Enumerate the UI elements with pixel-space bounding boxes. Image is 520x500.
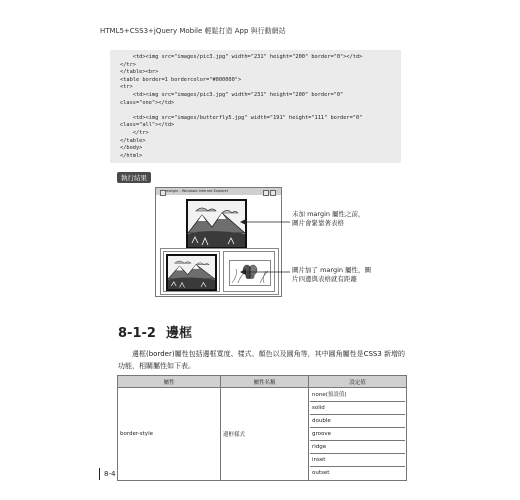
code-line: <td><img src="images/pic3.jpg" width="231" height="200" border="0" [120, 91, 344, 98]
value-item: groove [310, 427, 405, 440]
minimize-icon [263, 190, 269, 196]
annotation-line: 圖片加了 margin 屬性，圖 [292, 266, 372, 274]
cell-property: border-style [118, 388, 221, 481]
table-row [118, 388, 407, 481]
header-value: 設定值 [309, 376, 407, 388]
footer-rule [99, 468, 100, 480]
browser-titlebar [156, 188, 281, 195]
table-cell-landscape [163, 251, 220, 292]
code-line: class="all"></td> [120, 122, 175, 129]
code-line: </tr> [120, 61, 136, 68]
code-line: <tr> [120, 84, 133, 91]
code-line: </table> [120, 137, 146, 144]
section-heading [118, 322, 192, 341]
value-item: outset [310, 466, 405, 479]
code-line: </html> [120, 152, 143, 159]
cell-values [309, 388, 407, 481]
value-item: inset [310, 453, 405, 466]
code-line: class="one"></td> [120, 99, 175, 106]
result-label: 執行結果 [117, 172, 151, 183]
annotation-after-margin [292, 266, 371, 284]
code-line: <td><img src="images/butterfly5.jpg" width="191" height="111" border="0" [120, 114, 363, 121]
annotation-before-margin [292, 210, 365, 228]
body-paragraph: 邊框(border)屬性包括邊框寬度、樣式、顏色以及圓角等，其中圓角屬性是CSS3 新增的功能，相關屬性如下表。 [118, 350, 406, 370]
code-line [120, 107, 362, 115]
section-title: 邊框 [165, 326, 192, 341]
annotation-line: 片四邊與表格就有距離 [292, 275, 357, 283]
browser-app-icon [160, 190, 166, 196]
annotation-line: 圖片會緊靠著表格 [292, 219, 344, 227]
browser-title: margin - Windows Internet Explorer [166, 189, 229, 193]
table-header-row [118, 376, 407, 388]
landscape-illustration [168, 256, 215, 289]
cell-property-name: 邊框樣式 [221, 388, 309, 481]
code-line: <table border=1 bordercolor="#000000"> [120, 76, 242, 83]
code-line: </tr> [120, 129, 149, 136]
value-item: ridge [310, 440, 405, 453]
code-line: <td><img src="images/pic3.jpg" width="231" height="200" border="0"></td> [120, 54, 363, 60]
border-properties-table [117, 375, 407, 481]
code-line: </body> [120, 145, 143, 152]
code-line: </table><br> [120, 69, 159, 76]
value-item: solid [310, 401, 405, 414]
landscape-image-with-margin [166, 254, 217, 291]
page-number: 8-4 [104, 470, 116, 478]
landscape-illustration [188, 201, 245, 247]
annotation-line: 未加 margin 屬性之前， [292, 210, 365, 218]
header-property-name: 屬性名稱 [221, 376, 309, 388]
value-item: none(預設值) [312, 392, 347, 398]
value-item: double [310, 414, 405, 427]
running-header: HTML5+CSS3+jQuery Mobile 輕鬆打造 App 與行動網站 [100, 27, 286, 35]
landscape-image-top [186, 199, 247, 249]
code-listing [120, 54, 362, 160]
close-icon [270, 190, 276, 196]
section-number: 8-1-2 [118, 326, 156, 341]
callout-arrows [240, 200, 295, 290]
header-property: 屬性 [118, 376, 221, 388]
